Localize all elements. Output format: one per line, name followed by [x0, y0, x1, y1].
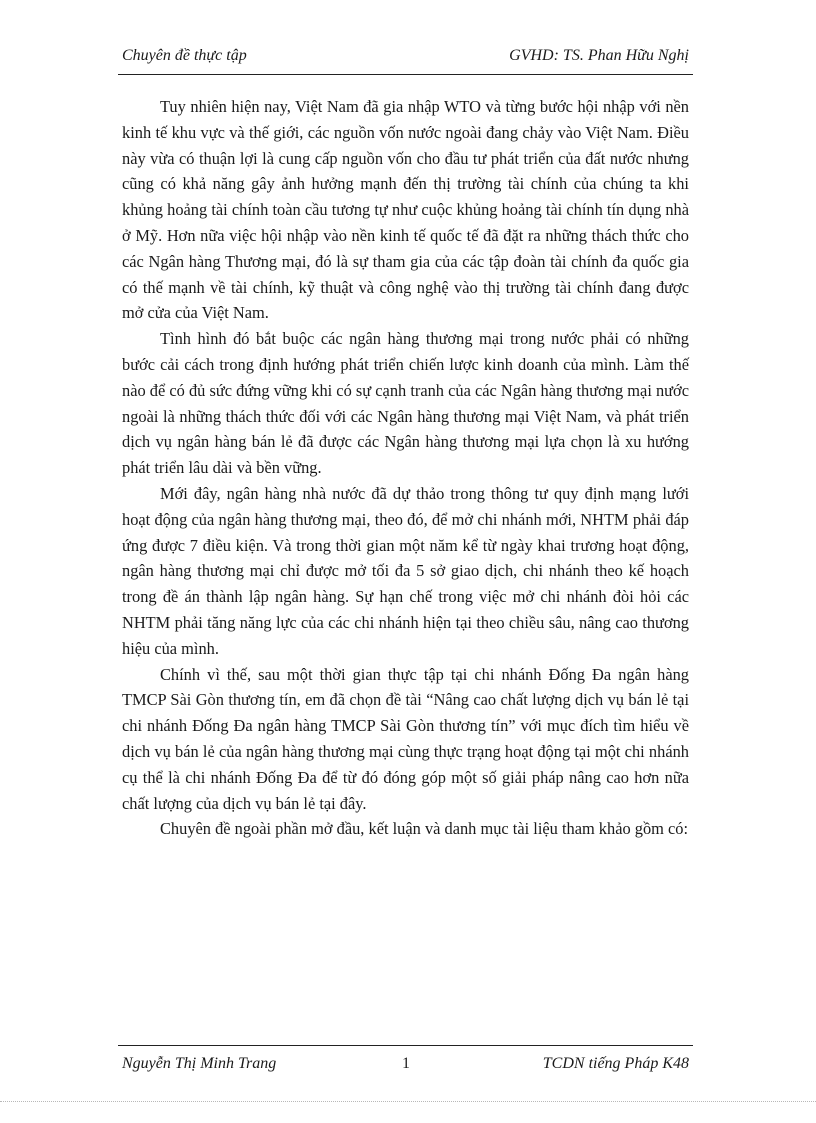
page-footer [122, 1055, 689, 1077]
footer-author: Nguyễn Thị Minh Trang [122, 1055, 277, 1072]
document-body [122, 94, 689, 842]
header-divider [118, 74, 693, 75]
paragraph: Tuy nhiên hiện nay, Việt Nam đã gia nhập WTO và từng bước hội nhập với nền kinh tế khu vực và thế giới, các nguồn vốn nước ngoài đang chảy vào Việt Nam. Điều này vừa có thuận lợi là cung cấp nguồn vốn cho đầu tư phát triển của đất nước nhưng cũng có khả năng gây ảnh hưởng mạnh đến thị trường tài chính của chúng ta khi khủng hoảng tài chính toàn cầu tương tự như cuộc khủng hoảng tài chính tín dụng nhà ở Mỹ. Hơn nữa việc hội nhập vào nền kinh tế quốc tế đã đặt ra những thách thức cho các Ngân hàng Thương mại, đó là sự tham gia của các tập đoàn tài chính đa quốc gia có thế mạnh về tài chính, kỹ thuật và công nghệ vào thị trường tài chính đang được mở cửa của Việt Nam. [122, 97, 689, 323]
header-document-type: Chuyên đề thực tập [122, 47, 247, 64]
paragraph: Chính vì thế, sau một thời gian thực tập tại chi nhánh Đống Đa ngân hàng TMCP Sài Gòn thương tín, em đã chọn đề tài “Nâng cao chất lượng dịch vụ bán lẻ tại chi nhánh Đống Đa ngân hàng TMCP Sài Gòn thương tín” với mục đích tìm hiểu về dịch vụ bán lẻ của ngân hàng thương mại cùng thực trạng hoạt động tại một chi nhánh cụ thể là chi nhánh Đống Đa để từ đó đóng góp một số giải pháp nâng cao hơn nữa chất lượng của dịch vụ bán lẻ tại đây. [122, 664, 689, 813]
page-boundary [0, 1101, 816, 1102]
page-header [122, 47, 689, 69]
paragraph: Mới đây, ngân hàng nhà nước đã dự thảo trong thông tư quy định mạng lưới hoạt động của ngân hàng thương mại, theo đó, để mở chi nhánh mới, NHTM phải đáp ứng được 7 điều kiện. Và trong thời gian một năm kể từ ngày khai trương hoạt động, ngân hàng thương mại chỉ được mở tối đa 5 sở giao dịch, chi nhánh theo kế hoạch trong đề án thành lập ngân hàng. Sự hạn chế trong việc mở chi nhánh đòi hỏi các NHTM phải tăng năng lực của các chi nhánh hiện tại theo chiều sâu, nâng cao thương hiệu của mình. [122, 483, 689, 658]
footer-class: TCDN tiếng Pháp K48 [542, 1055, 689, 1072]
footer-divider [118, 1045, 693, 1046]
header-supervisor: GVHD: TS. Phan Hữu Nghị [509, 47, 689, 64]
paragraph: Tình hình đó bắt buộc các ngân hàng thương mại trong nước phải có những bước cải cách trong định hướng phát triển chiến lược kinh doanh của mình. Làm thế nào để có đủ sức đứng vững khi có sự cạnh tranh của các Ngân hàng thương mại nước ngoài là những thách thức đối với các Ngân hàng thương mại Việt Nam, và phát triển dịch vụ ngân hàng bán lẻ đã được các Ngân hàng thương mại lựa chọn là xu hướng phát triển lâu dài và bền vững. [122, 329, 689, 478]
paragraph: Chuyên đề ngoài phần mở đầu, kết luận và danh mục tài liệu tham khảo gồm có: [160, 819, 689, 839]
page-number: 1 [402, 1055, 410, 1072]
